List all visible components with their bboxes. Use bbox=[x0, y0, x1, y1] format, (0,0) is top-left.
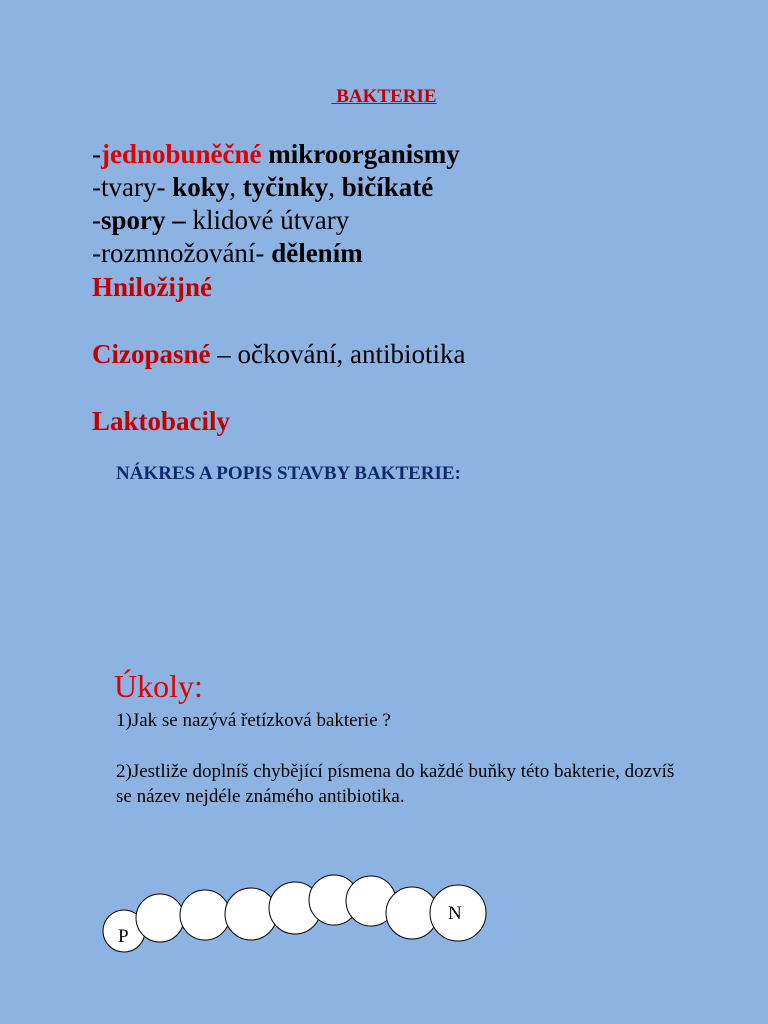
comma: , bbox=[229, 172, 243, 202]
term-lactobacilli: Laktobacily bbox=[92, 406, 231, 436]
chain-cell-2 bbox=[136, 894, 184, 942]
comma: , bbox=[328, 172, 342, 202]
dash: - bbox=[92, 205, 101, 235]
shape-bicikate: bičíkaté bbox=[341, 172, 434, 202]
chain-letter-first: P bbox=[118, 926, 129, 947]
shapes-prefix: -tvary- bbox=[92, 172, 173, 202]
task-2: 2)Jestliže doplníš chybějící písmena do každé buňky této bakterie, dozvíš se název nejdéle známého antibiotika. bbox=[116, 761, 675, 807]
drawing-heading: NÁKRES A POPIS STAVBY BAKTERIE: bbox=[116, 463, 461, 484]
term-spores: spory – bbox=[101, 205, 186, 235]
chain-cell-3 bbox=[180, 890, 230, 940]
spores-desc: klidové útvary bbox=[185, 205, 350, 235]
page-title: BAKTERIE bbox=[331, 86, 437, 107]
tasks-heading: Úkoly: bbox=[114, 668, 203, 704]
term-saprophytic: Hniložijné bbox=[92, 272, 212, 302]
shape-koky: koky bbox=[172, 172, 230, 202]
task-1: 1)Jak se nazývá řetízková bakterie ? bbox=[116, 710, 391, 731]
chain-letter-last: N bbox=[448, 903, 462, 924]
term-parasitic: Cizopasné bbox=[92, 339, 211, 369]
term-division: dělením bbox=[271, 238, 363, 268]
shape-tycinky: tyčinky bbox=[242, 172, 329, 202]
term-unicellular: jednobuněčné bbox=[101, 139, 262, 169]
reproduction-prefix: -rozmnožování- bbox=[92, 238, 272, 268]
parasitic-desc: – očkování, antibiotika bbox=[210, 339, 466, 369]
dash: - bbox=[92, 139, 101, 169]
term-microorganisms: mikroorganismy bbox=[261, 139, 460, 169]
